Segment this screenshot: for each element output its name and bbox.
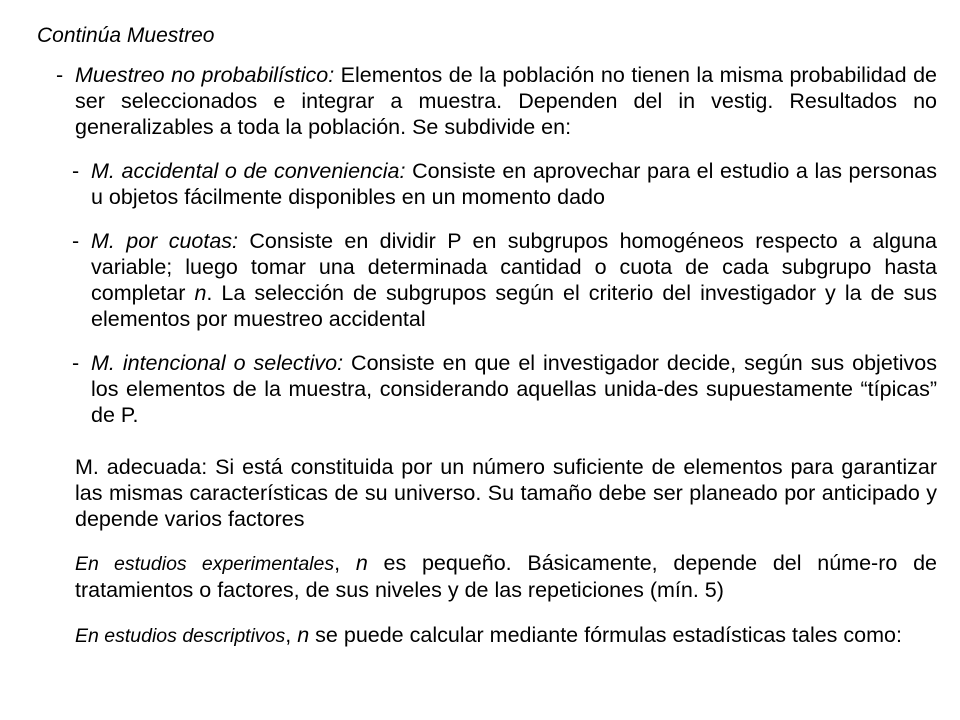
term-experimental-studies: En estudios experimentales xyxy=(75,553,335,575)
bullet-dash: - xyxy=(56,63,64,87)
term-non-probabilistic: Muestreo no probabilístico: xyxy=(75,63,335,87)
term-descriptive-studies: En estudios descriptivos xyxy=(75,625,286,647)
definition-text: Consiste en que el investigador decide, según sus objetivos los elementos de la muestra, considerando aquellas unida-des supuestamente “típicas” de P. xyxy=(91,351,937,427)
paragraph-quota-sampling xyxy=(72,228,937,332)
definition-text: es pequeño. Básicamente, depende del núme-ro de tratamientos o factores, de sus niveles y de las repeticiones (mín. 5) xyxy=(75,551,937,602)
bullet-dash: - xyxy=(72,229,80,253)
definition-text: Consiste en dividir P en subgrupos homogéneos respecto a alguna variable; luego tomar una determinada cantidad o cuota de cada subgrupo hasta completar xyxy=(91,229,937,305)
paragraph-experimental-studies xyxy=(75,550,937,603)
definition-text: se puede calcular mediante fórmulas estadísticas tales como: xyxy=(309,623,902,647)
variable-n: n xyxy=(297,623,310,647)
paragraph-accidental-sampling xyxy=(72,158,937,210)
paragraph-intentional-sampling xyxy=(72,350,937,428)
variable-n: n xyxy=(355,551,368,575)
bullet-dash: - xyxy=(72,159,80,183)
paragraph-non-probabilistic-sampling xyxy=(56,62,937,140)
separator: , xyxy=(285,623,298,647)
definition-text: Elementos de la población no tienen la misma probabilidad de ser seleccionados e integrar a muestra. Dependen del in vestig. Resultados no generalizables a toda la población. Se subdivide en: xyxy=(75,63,937,139)
definition-text: Consiste en aprovechar para el estudio a las personas u objetos fácilmente disponibles en un momento dado xyxy=(91,159,937,209)
slide-title: Continúa Muestreo xyxy=(37,24,215,47)
term-quota: M. por cuotas: xyxy=(91,229,239,253)
term-intentional: M. intencional o selectivo: xyxy=(91,351,344,375)
definition-text: . La selección de subgrupos según el criterio del investigador y la de sus elementos por muestreo accidental xyxy=(91,281,937,331)
separator: , xyxy=(334,551,356,575)
term-accidental: M. accidental o de conveniencia: xyxy=(91,159,406,183)
paragraph-descriptive-studies xyxy=(75,622,937,649)
paragraph-adequate-sample: M. adecuada: Si está constituida por un número suficiente de elementos para garantizar las mismas características de su universo. Su tamaño debe ser planeado por anticipado y depende varios factores xyxy=(75,455,937,531)
variable-n: n xyxy=(194,281,207,305)
bullet-dash: - xyxy=(72,351,80,375)
